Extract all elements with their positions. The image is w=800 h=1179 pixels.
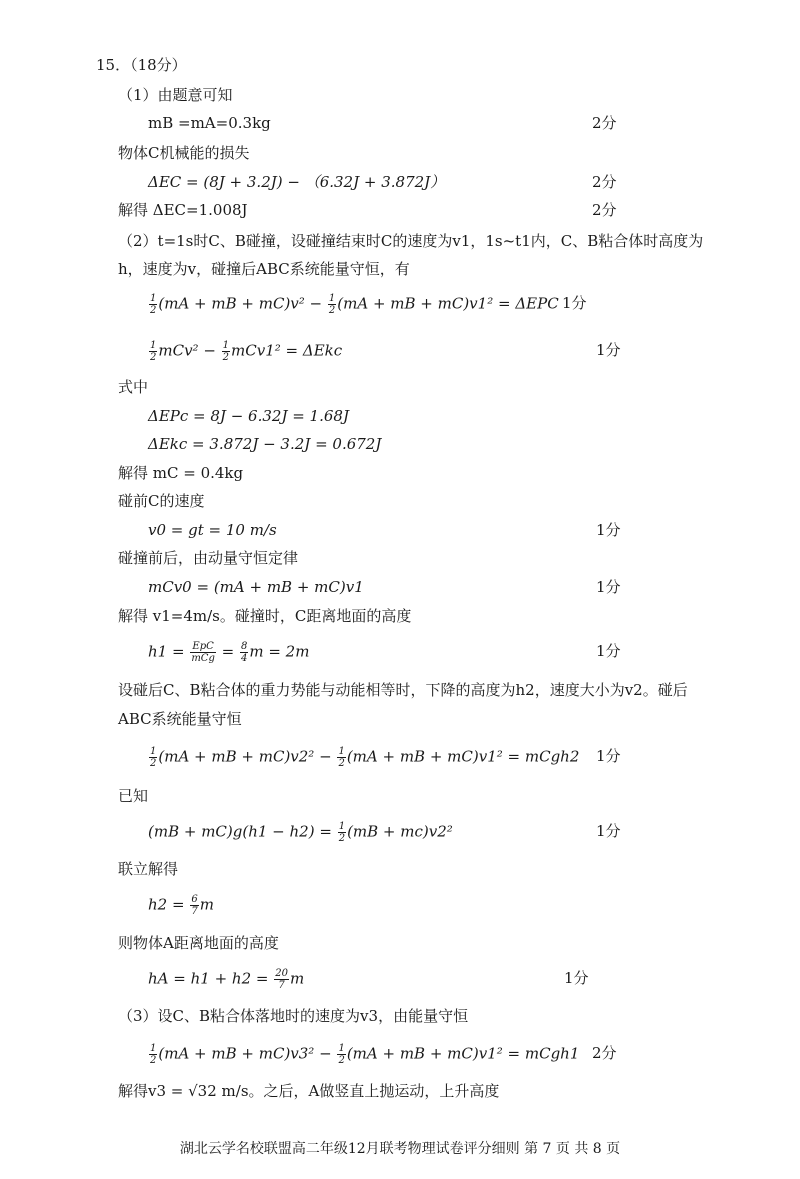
fraction-half: $\frac{1}{2}$ — [338, 1043, 345, 1066]
part1-intro: （1）由题意可知 — [118, 86, 233, 104]
fraction-half: $\frac{1}{2}$ — [222, 340, 230, 363]
text-momentum: 碰撞前后，由动量守恒定律 — [118, 549, 299, 567]
page-footer: 湖北云学名校联盟高二年级12月联考物理试卷评分细则 第 7 页 共 8 页 — [179, 1141, 621, 1157]
fraction-half: $\frac{1}{2}$ — [150, 293, 157, 316]
equation-known: (mB + mC)g(h1 − h2) = $\frac{1}{2}$ (mB + mc)v2² — [148, 821, 453, 844]
score-label: 1分 — [596, 341, 621, 359]
result-velocity-3: 解得v3 = √32 m/s。之后，A做竖直上抛运动，上升高度 — [118, 1082, 500, 1100]
text-where: 式中 — [118, 378, 149, 396]
equation-h2: h2 = $\frac{6}{7}$ m — [148, 894, 214, 917]
equation-delta-epc: ΔEPc = 8J − 6.32J = 1.68J — [148, 407, 349, 425]
equation-velocity: v0 = gt = 10 m/s — [148, 521, 277, 539]
equation-energy-conservation-2: $\frac{1}{2}$ (mA + mB + mC)v2² − $\frac{1}{2}$ (mA + mB + mC)v1² = mCgh2 — [150, 746, 580, 769]
score-label: 1分 — [596, 747, 621, 765]
result-mass-c: 解得 mC = 0.4kg — [118, 464, 244, 482]
equation-height: h1 = $\frac{\text{EpC}}{\text{mCg}}$ = $\frac{8}{4}$ m = 2m — [148, 641, 310, 664]
fraction-half: $\frac{1}{2}$ — [338, 746, 345, 769]
fraction: $\frac{8}{4}$ — [240, 641, 248, 664]
score-label: 1分 — [596, 578, 621, 596]
fraction-half: $\frac{1}{2}$ — [328, 293, 336, 316]
text-velocity-before: 碰前C的速度 — [118, 492, 205, 510]
score-label: 2分 — [592, 1044, 617, 1062]
fraction-half: $\frac{1}{2}$ — [150, 340, 157, 363]
text-energy-loss: 物体C机械能的损失 — [118, 144, 250, 162]
question-header: 15．（18分） — [96, 56, 187, 74]
score-label: 1分 — [596, 521, 621, 539]
equation-energy-conservation-3: $\frac{1}{2}$ (mA + mB + mC)v3² − $\frac{1}{2}$ (mA + mB + mC)v1² = mCgh1 — [150, 1043, 580, 1066]
result-energy-loss: 解得 ΔEC=1.008J — [118, 201, 248, 219]
equation-kinetic-energy: $\frac{1}{2}$ mCv² − $\frac{1}{2}$ mCv1² = ΔEkc — [150, 340, 343, 363]
fraction-half: $\frac{1}{2}$ — [150, 1043, 157, 1066]
fraction-half: $\frac{1}{2}$ — [338, 821, 346, 844]
part2-line2: h，速度为v，碰撞后ABC系统能量守恒，有 — [118, 260, 410, 278]
score-label: 2分 — [592, 173, 617, 191]
equation-momentum: mCv0 = (mA + mB + mC)v1 — [148, 578, 364, 596]
score-label: 2分 — [592, 201, 617, 219]
equation-mass: mB =mA=0.3kg — [148, 114, 271, 132]
fraction-half: $\frac{1}{2}$ — [150, 746, 157, 769]
part2-line1: （2）t=1s时C、B碰撞，设碰撞结束时C的速度为v1，1s~t1内，C、B粘合体时高度为 — [118, 232, 704, 250]
text-known: 已知 — [118, 787, 149, 805]
score-label: 1分 — [562, 294, 587, 312]
score-label: 1分 — [564, 969, 589, 987]
text-set-line2: ABC系统能量守恒 — [118, 710, 242, 728]
result-velocity: 解得 v1=4m/s。碰撞时，C距离地面的高度 — [118, 607, 412, 625]
score-label: 1分 — [596, 822, 621, 840]
score-label: 2分 — [592, 114, 617, 132]
text-height-a: 则物体A距离地面的高度 — [118, 934, 279, 952]
part3-intro: （3）设C、B粘合体落地时的速度为v3，由能量守恒 — [118, 1007, 469, 1025]
equation-ha: hA = h1 + h2 = $\frac{20}{7}$ m — [148, 968, 305, 991]
equation-delta-ekc: ΔEkc = 3.872J − 3.2J = 0.672J — [148, 435, 382, 453]
text-joint-solve: 联立解得 — [118, 860, 179, 878]
fraction: $\frac{20}{7}$ — [275, 968, 288, 991]
equation-energy-conservation: $\frac{1}{2}$ (mA + mB + mC)v² − $\frac{1}{2}$ (mA + mB + mC)v1² = ΔEPC — [150, 293, 559, 316]
text-set-line1: 设碰后C、B粘合体的重力势能与动能相等时，下降的高度为h2，速度大小为v2。碰后 — [118, 681, 688, 699]
fraction: $\frac{\text{EpC}}{\text{mCg}}$ — [191, 641, 215, 664]
fraction: $\frac{6}{7}$ — [191, 894, 198, 917]
score-label: 1分 — [596, 642, 621, 660]
equation-energy-loss: ΔEC = (8J + 3.2J) − （6.32J + 3.872J） — [148, 173, 446, 191]
